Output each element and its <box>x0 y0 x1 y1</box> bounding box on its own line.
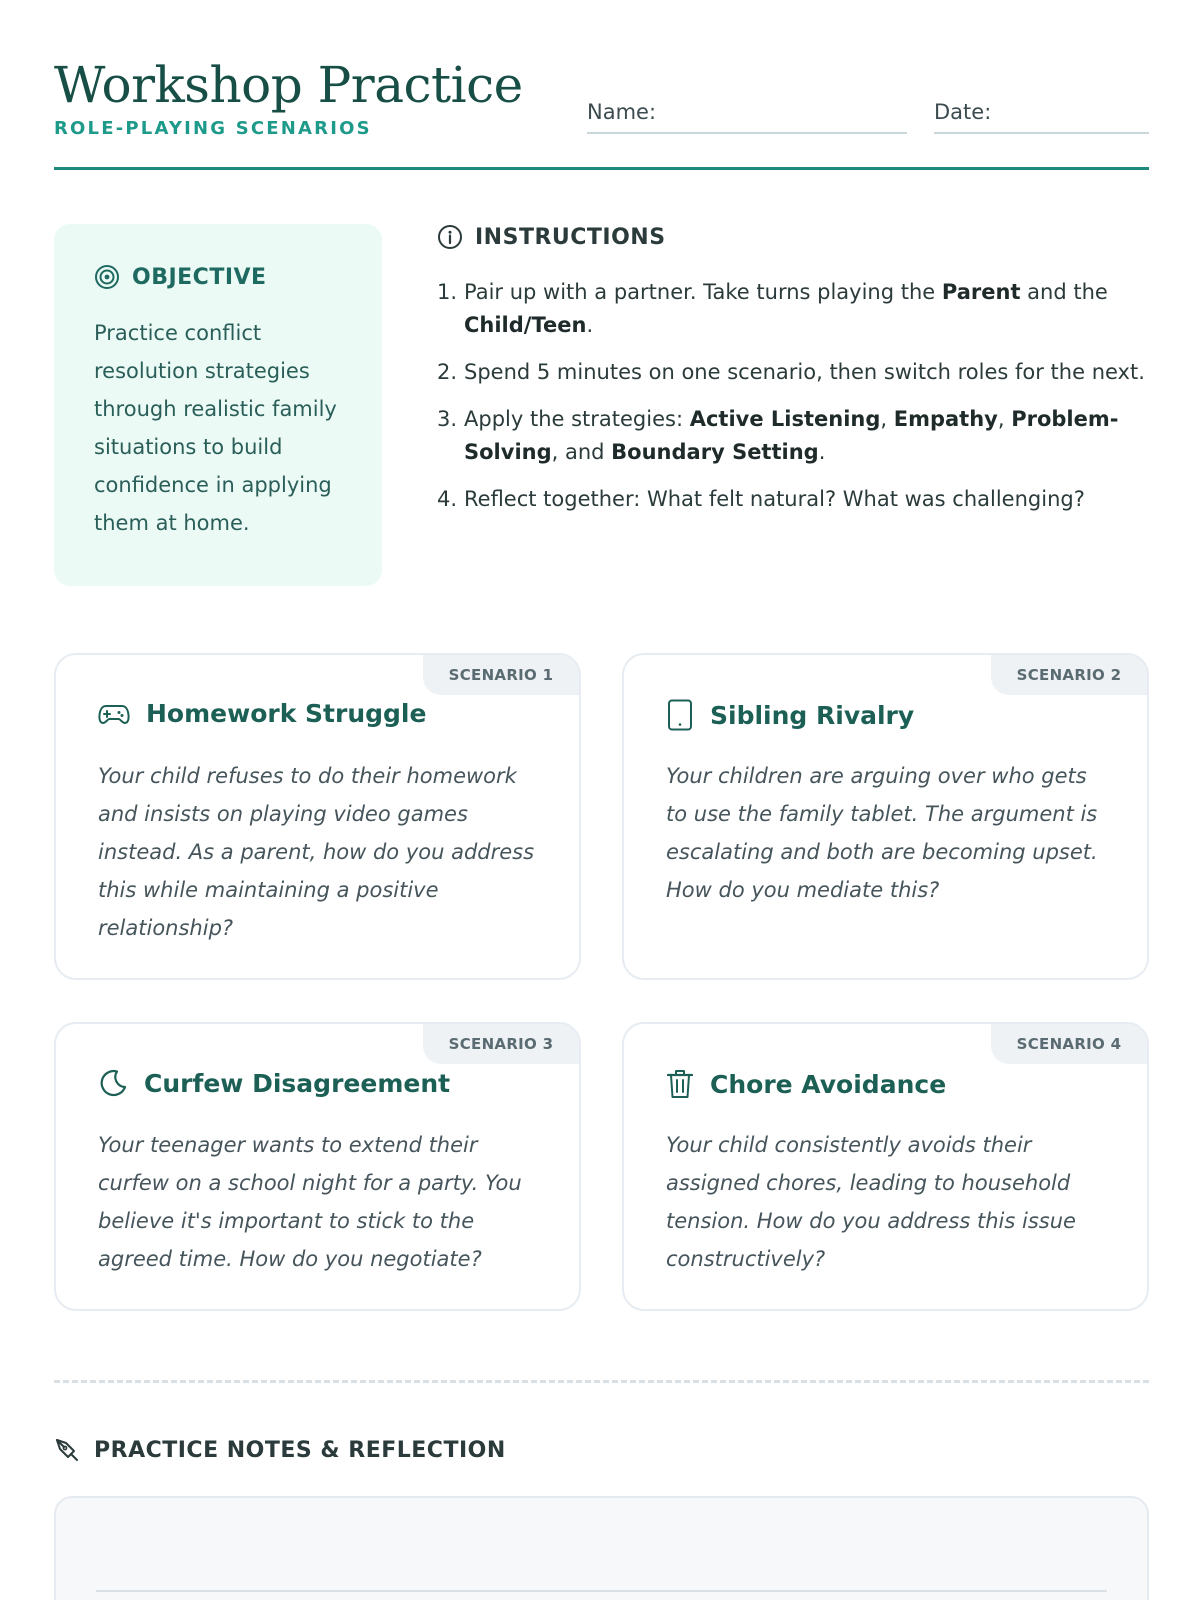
instruction-item <box>437 403 1149 469</box>
instruction-text-part: Spend 5 minutes on one scenario, then switch roles for the next. <box>464 360 1145 384</box>
instruction-item <box>437 483 1149 516</box>
instruction-item <box>437 276 1149 342</box>
scenario-tag: SCENARIO 2 <box>991 655 1147 695</box>
instruction-text-part: , and <box>551 440 612 464</box>
instruction-emphasis: Boundary Setting <box>611 440 819 464</box>
target-icon <box>94 264 120 290</box>
name-field[interactable] <box>587 100 907 134</box>
scenario-card-3 <box>54 1022 581 1311</box>
scenario-tag: SCENARIO 3 <box>423 1024 579 1064</box>
instruction-text-part: and the <box>1020 280 1108 304</box>
instruction-emphasis: Child/Teen <box>464 313 587 337</box>
section-divider <box>54 1380 1149 1383</box>
scenario-title: Chore Avoidance <box>710 1069 947 1099</box>
page-subtitle: ROLE-PLAYING SCENARIOS <box>54 118 372 139</box>
scenario-title: Sibling Rivalry <box>710 700 915 730</box>
objective-text: Practice conflict resolution strategies through realistic family situations to build confidence in applying them at home. <box>94 321 337 535</box>
scenario-card-1 <box>54 653 581 980</box>
instruction-emphasis: Parent <box>941 280 1021 304</box>
notes-writing-line <box>96 1590 1107 1592</box>
instruction-text <box>464 356 1145 389</box>
notes-heading <box>54 1437 506 1463</box>
instruction-text-part: Apply the strategies: <box>464 407 690 431</box>
pen-icon <box>54 1437 80 1463</box>
instruction-text-part: . <box>586 313 594 337</box>
instruction-text-part: . <box>818 440 826 464</box>
instruction-text-part: Pair up with a partner. Take turns playing the <box>464 280 942 304</box>
gamepad-icon <box>98 700 130 728</box>
info-icon <box>437 224 463 250</box>
instruction-text-part: , <box>997 407 1012 431</box>
page-title: Workshop Practice <box>54 56 523 114</box>
scenario-title: Homework Struggle <box>146 699 427 728</box>
scenario-text: Your teenager wants to extend their curfew on a school night for a party. You believe it's important to stick to the agreed time. How do you negotiate? <box>98 1133 522 1271</box>
scenario-heading <box>98 1068 450 1098</box>
objective-panel <box>54 224 382 586</box>
scenario-tag: SCENARIO 1 <box>423 655 579 695</box>
objective-label: OBJECTIVE <box>132 264 267 290</box>
scenario-heading <box>98 699 426 728</box>
instruction-text <box>464 403 1149 469</box>
scenario-heading <box>666 699 914 731</box>
scenario-card-4 <box>622 1022 1149 1311</box>
instruction-number: 3. <box>437 407 458 431</box>
instruction-number: 2. <box>437 360 458 384</box>
scenario-text: Your child consistently avoids their assigned chores, leading to household tension. How do you address this issue constructively? <box>666 1133 1076 1271</box>
instruction-text-part: , <box>880 407 894 431</box>
instructions-list <box>437 276 1149 516</box>
notes-area[interactable] <box>54 1496 1149 1600</box>
scenario-text: Your children are arguing over who gets to use the family tablet. The argument is escalating and both are becoming upset. How do you mediate this? <box>666 764 1098 902</box>
date-label: Date: <box>934 100 992 124</box>
instruction-emphasis: Active Listening <box>689 407 881 431</box>
instructions-label: INSTRUCTIONS <box>475 224 666 250</box>
objective-heading <box>94 264 352 290</box>
instruction-item <box>437 356 1149 389</box>
instruction-emphasis: Empathy <box>893 407 998 431</box>
instruction-text <box>464 483 1085 516</box>
scenario-tag: SCENARIO 4 <box>991 1024 1147 1064</box>
notes-label: PRACTICE NOTES & REFLECTION <box>94 1437 506 1463</box>
trash-icon <box>666 1068 694 1100</box>
tablet-icon <box>666 699 694 731</box>
instruction-text <box>464 276 1149 342</box>
instruction-emphasis: Problem-Solving <box>464 407 1119 464</box>
scenario-title: Curfew Disagreement <box>144 1068 451 1098</box>
scenario-heading <box>666 1068 946 1100</box>
instructions-heading <box>437 224 1149 250</box>
instructions-section <box>437 224 1149 530</box>
instruction-number: 4. <box>437 487 458 511</box>
name-label: Name: <box>587 100 657 124</box>
instruction-number: 1. <box>437 280 458 304</box>
date-field[interactable] <box>934 100 1149 134</box>
instruction-text-part: Reflect together: What felt natural? What was challenging? <box>464 487 1085 511</box>
scenario-text: Your child refuses to do their homework and insists on playing video games instead. As a parent, how do you address this while maintaining a positive relationship? <box>98 764 535 940</box>
scenario-card-2 <box>622 653 1149 980</box>
worksheet-header <box>54 52 1149 170</box>
moon-icon <box>98 1068 128 1098</box>
